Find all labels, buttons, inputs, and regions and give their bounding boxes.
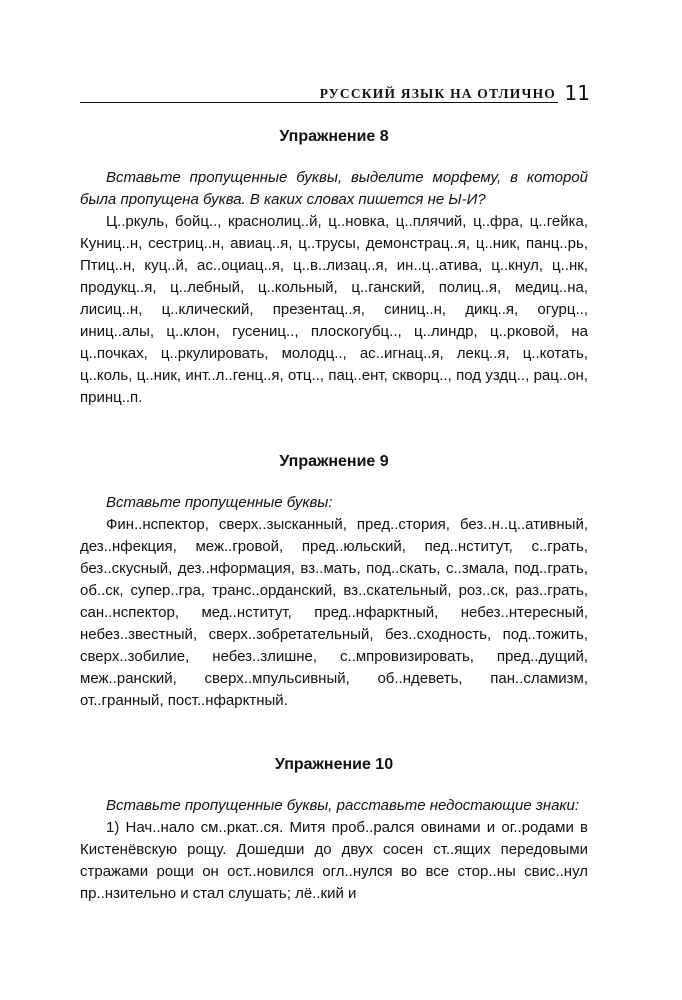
exercise-text: Фин..нспектор, сверх..зысканный, пред..стория, без..н..ц..ативный, дез..нфекция, меж..гровой, пред..юльский, пед..нститут, с..грать, без..скусный, дез..нформация, вз..мать, под..скать, с..змала, под..грать, об..ск, супер..гра, транс..орданский, вз..скательный, роз..ск, раз..грать, сан..нспектор, мед..нститут, пред..нфарктный, небез..нтересный, небез..звестный, сверх..зобретательный, без..сходность, под..тожить, сверх..зобилие, небез..злишне, с..мпровизировать, пред..дущий, меж..ранский, сверх..мпульсивный, об..ндеветь, пан..сламизм, от..гранный, пост..нфарктный. — [80, 516, 588, 709]
header-rule — [80, 102, 558, 103]
exercise-instruction: Вставьте пропущенные буквы, выделите морфему, в которой была пропущена буква. В каких словах пишется не Ы-И? — [80, 169, 588, 208]
page-number: 11 — [564, 81, 590, 105]
running-header — [80, 80, 600, 106]
exercise-text: 1) Нач..нало см..ркат..ся. Митя проб..рался овинами и ог..родами в Кистенёвскую рощу. Дошедши до двух сосен ст..ящих передовыми стражами рощи он ост..новился огл..нулся во все стор..ны свис..нул пр..нзительно и стал слушать; лё..кий и — [80, 819, 588, 902]
exercise-9 — [80, 453, 588, 712]
exercise-instruction: Вставьте пропущенные буквы, расставьте недостающие знаки: — [106, 797, 580, 814]
running-title: РУССКИЙ ЯЗЫК НА ОТЛИЧНО — [319, 86, 556, 101]
exercise-10 — [80, 756, 588, 905]
exercise-title: Упражнение 9 — [279, 453, 389, 470]
exercise-instruction: Вставьте пропущенные буквы: — [106, 494, 333, 511]
exercise-text: Ц..ркуль, бойц.., краснолиц..й, ц..новка, ц..плячий, ц..фра, ц..гейка, Куниц..н, сестриц..н, авиац..я, ц..трусы, демонстрац..я, ц..ник, панц..рь, Птиц..н, куц..й, ас..оциац..я, ц..в..лизац..я, ин..ц..атива, ц..кнул, ц..нк, продукц..я, ц..лебный, ц..кольный, ц..ганский, полиц..я, медиц..на, лисиц..н, ц..клический, презентац..я, синиц..н, дикц..я, огурц.., иниц..алы, ц..клон, гусениц.., плоскогубц.., ц..линдр, ц..рковой, на ц..почках, ц..ркулировать, молодц.., ас..игнац..я, лекц..я, ц..котать, ц..коль, ц..ник, инт..л..генц..я, отц.., пац..ент, скворц.., под уздц.., рац..он, принц..п. — [80, 213, 588, 406]
exercise-title: Упражнение 8 — [279, 128, 389, 145]
page-content — [80, 128, 588, 905]
exercise-8 — [80, 128, 588, 409]
exercise-title: Упражнение 10 — [274, 756, 394, 773]
